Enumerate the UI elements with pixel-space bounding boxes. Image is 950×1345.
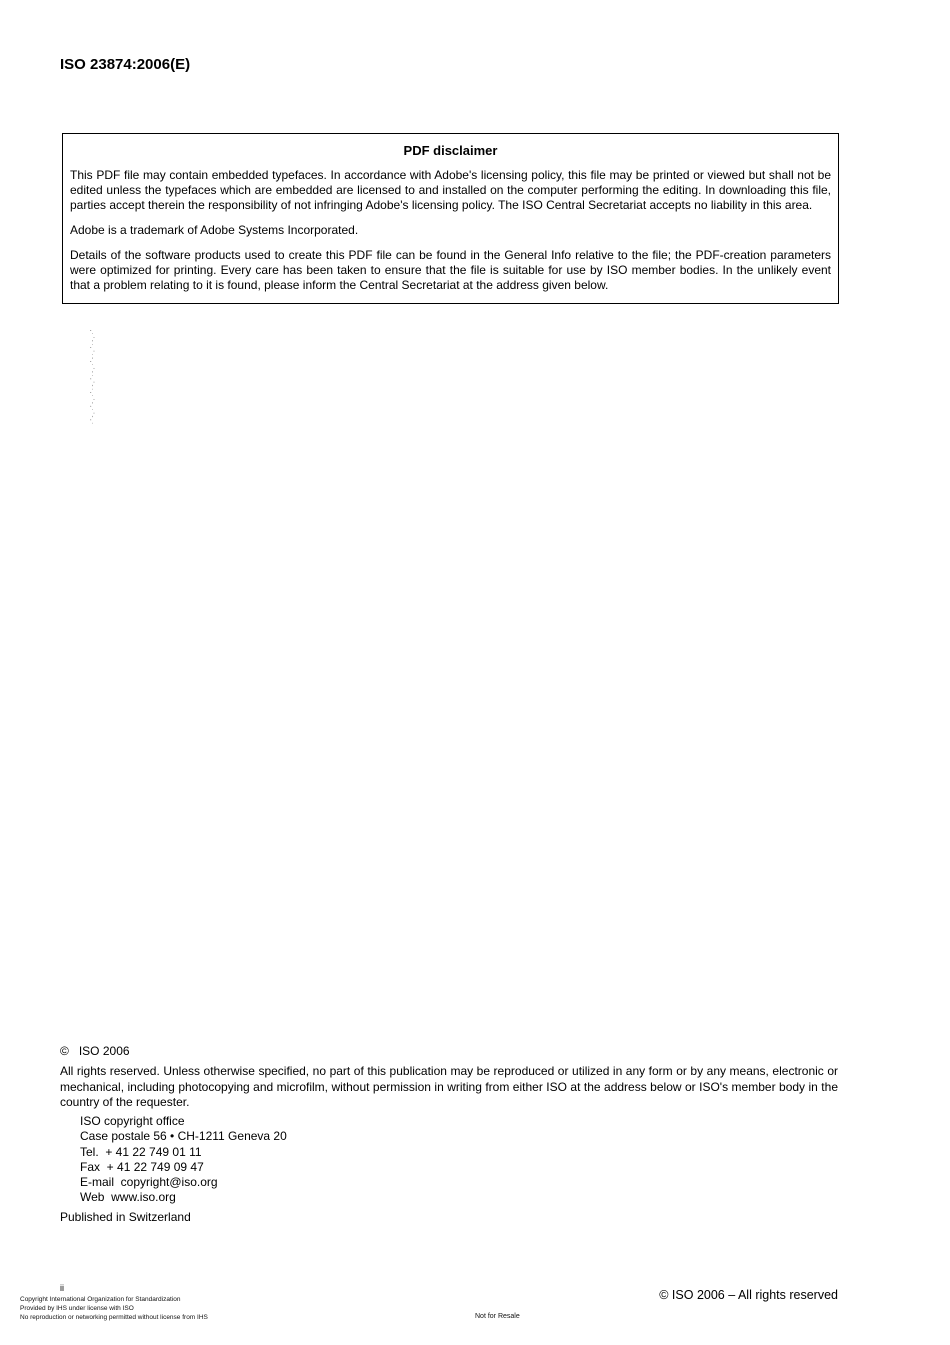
address-line-fax: Fax + 41 22 749 09 47 xyxy=(80,1159,204,1174)
pdf-disclaimer-box xyxy=(62,133,839,304)
address-line-email: E-mail copyright@iso.org xyxy=(80,1175,218,1190)
footer-license-line-3: No reproduction or networking permitted without license from IHS xyxy=(20,1314,208,1321)
footer-license-block xyxy=(20,1295,208,1322)
disclaimer-title: PDF disclaimer xyxy=(403,143,498,158)
iso-address-block xyxy=(80,1114,287,1206)
published-in-switzerland: Published in Switzerland xyxy=(60,1210,191,1224)
address-line-office: ISO copyright office xyxy=(80,1114,185,1128)
footer-license-line-2: Provided by IHS under license with ISO xyxy=(20,1305,134,1312)
margin-license-stamp: ·'-,·'-,·'·-,'·-,·'-·,'·-,·' xyxy=(90,328,96,424)
address-line-web: Web www.iso.org xyxy=(80,1190,176,1205)
footer-license-line-1: Copyright International Organization for Standardization xyxy=(20,1296,181,1303)
address-line-postal: Case postale 56 • CH-1211 Geneva 20 xyxy=(80,1129,287,1144)
document-reference-header: ISO 23874:2006(E) xyxy=(60,56,191,73)
page-number: ii xyxy=(60,1283,64,1293)
copyright-statement: All rights reserved. Unless otherwise specified, no part of this publication may be reproduced or utilized in any form or by any means, electronic or mechanical, including photocopying and microfilm, without permission in writing from either ISO at the address below or ISO's member body in the country of the requester. xyxy=(60,1064,838,1109)
copyright-notice: © ISO 2006 xyxy=(60,1044,130,1058)
footer-rights-notice: © ISO 2006 – All rights reserved xyxy=(659,1288,838,1302)
disclaimer-paragraph-2: Adobe is a trademark of Adobe Systems Incorporated. xyxy=(70,223,359,237)
disclaimer-paragraph-3: Details of the software products used to create this PDF file can be found in the General Info relative to the file; the PDF-creation parameters were optimized for printing. Every care has been taken to ensure that the file is suitable for use by ISO member bodies. In the unlikely event that a problem relating to it is found, please inform the Central Secretariat at the address given below. xyxy=(70,248,831,292)
not-for-resale-stamp: Not for Resale xyxy=(475,1313,520,1320)
disclaimer-paragraph-1: This PDF file may contain embedded typefaces. In accordance with Adobe's licensing policy, this file may be printed or viewed but shall not be edited unless the typefaces which are embedded are licensed to and installed on the computer performing the editing. In downloading this file, parties accept therein the responsibility of not infringing Adobe's licensing policy. The ISO Central Secretariat accepts no liability in this area. xyxy=(70,168,831,212)
address-line-tel: Tel. + 41 22 749 01 11 xyxy=(80,1144,202,1159)
